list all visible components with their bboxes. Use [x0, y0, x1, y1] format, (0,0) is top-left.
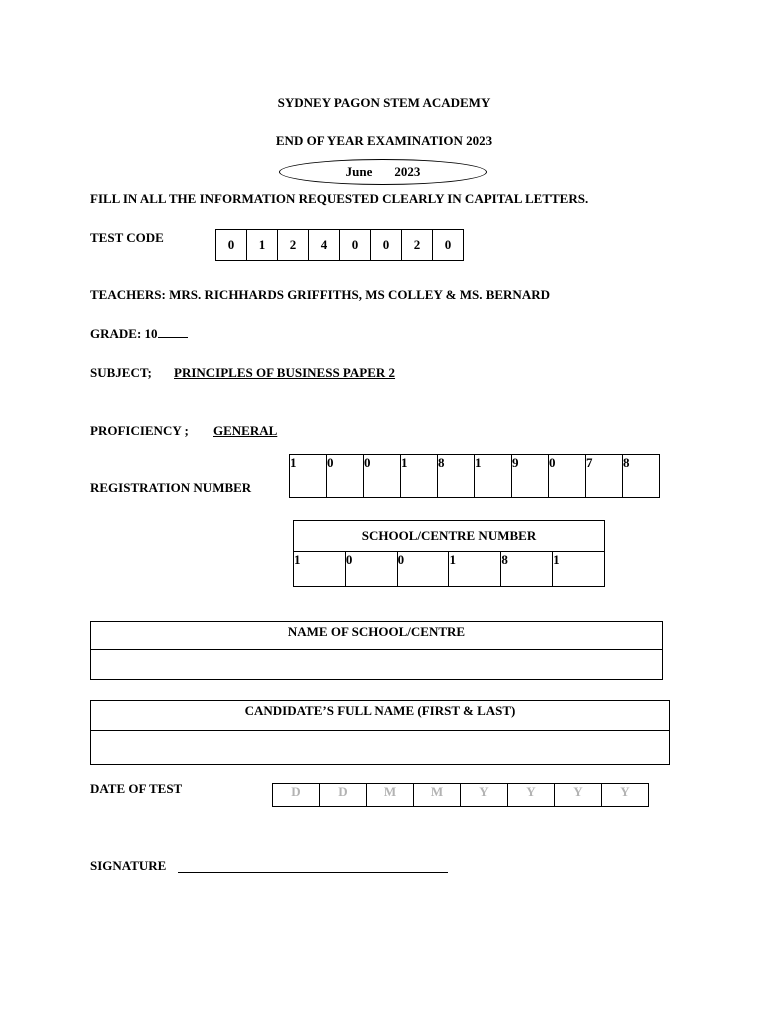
- school-centre-digit[interactable]: 0: [397, 552, 449, 587]
- registration-digit[interactable]: 9: [512, 455, 549, 498]
- date-year-cell[interactable]: Y: [555, 784, 602, 807]
- school-name-label: NAME OF SCHOOL/CENTRE: [91, 622, 662, 650]
- test-code-digit[interactable]: 0: [371, 230, 402, 261]
- test-code-digit[interactable]: 2: [402, 230, 433, 261]
- exam-title: END OF YEAR EXAMINATION 2023: [275, 133, 493, 148]
- test-code-digit[interactable]: 4: [309, 230, 340, 261]
- candidate-name-box: [90, 700, 670, 765]
- date-of-test-grid: [272, 783, 649, 807]
- candidate-name-field[interactable]: [91, 731, 669, 765]
- proficiency-label: PROFICIENCY ;: [90, 423, 189, 438]
- registration-label: REGISTRATION NUMBER: [90, 480, 252, 495]
- test-code-digit[interactable]: 1: [247, 230, 278, 261]
- school-name-field[interactable]: [91, 650, 662, 680]
- registration-digit[interactable]: 1: [290, 455, 327, 498]
- school-centre-digit[interactable]: 8: [501, 552, 553, 587]
- test-code-digit[interactable]: 0: [216, 230, 247, 261]
- teachers-text: TEACHERS: MRS. RICHHARDS GRIFFITHS, MS COLLEY & MS. BERNARD: [90, 287, 550, 302]
- school-name-box: [90, 621, 663, 680]
- instruction-text: FILL IN ALL THE INFORMATION REQUESTED CLEARLY IN CAPITAL LETTERS.: [90, 191, 589, 206]
- registration-digit[interactable]: 0: [364, 455, 401, 498]
- signature-label: SIGNATURE: [90, 858, 167, 873]
- grade-blank: [158, 327, 188, 338]
- registration-digit[interactable]: 1: [475, 455, 512, 498]
- signature-line[interactable]: [178, 872, 448, 873]
- school-centre-digit[interactable]: 1: [449, 552, 501, 587]
- school-centre-digit[interactable]: 1: [294, 552, 346, 587]
- proficiency-value: GENERAL: [213, 423, 278, 438]
- school-centre-digit[interactable]: 0: [345, 552, 397, 587]
- grade-label: GRADE: 10: [90, 326, 158, 341]
- school-title: SYDNEY PAGON STEM ACADEMY: [277, 95, 491, 110]
- date-month-cell[interactable]: M: [367, 784, 414, 807]
- test-code-label: TEST CODE: [90, 230, 164, 245]
- registration-grid: [289, 454, 660, 498]
- registration-digit[interactable]: 8: [438, 455, 475, 498]
- date-day-cell[interactable]: D: [320, 784, 367, 807]
- subject-label: SUBJECT;: [90, 365, 152, 380]
- test-code-digit[interactable]: 0: [433, 230, 464, 261]
- registration-digit[interactable]: 0: [549, 455, 586, 498]
- exam-month: June: [345, 164, 373, 179]
- test-code-digit[interactable]: 0: [340, 230, 371, 261]
- candidate-name-label: CANDIDATE’S FULL NAME (FIRST & LAST): [91, 701, 669, 731]
- school-centre-digit[interactable]: 1: [553, 552, 605, 587]
- exam-date-oval: [279, 159, 487, 185]
- grade-line: [90, 326, 188, 342]
- date-year-cell[interactable]: Y: [461, 784, 508, 807]
- date-month-cell[interactable]: M: [414, 784, 461, 807]
- school-centre-number-label: SCHOOL/CENTRE NUMBER: [294, 521, 605, 552]
- exam-year: 2023: [394, 164, 421, 179]
- registration-digit[interactable]: 8: [623, 455, 660, 498]
- subject-value: PRINCIPLES OF BUSINESS PAPER 2: [174, 365, 396, 380]
- date-year-cell[interactable]: Y: [508, 784, 555, 807]
- registration-digit[interactable]: 1: [401, 455, 438, 498]
- registration-digit[interactable]: 0: [327, 455, 364, 498]
- registration-digit[interactable]: 7: [586, 455, 623, 498]
- date-year-cell[interactable]: Y: [602, 784, 649, 807]
- date-day-cell[interactable]: D: [273, 784, 320, 807]
- school-centre-number-table: [293, 520, 605, 587]
- test-code-grid: [215, 229, 464, 261]
- date-of-test-label: DATE OF TEST: [90, 781, 183, 796]
- test-code-digit[interactable]: 2: [278, 230, 309, 261]
